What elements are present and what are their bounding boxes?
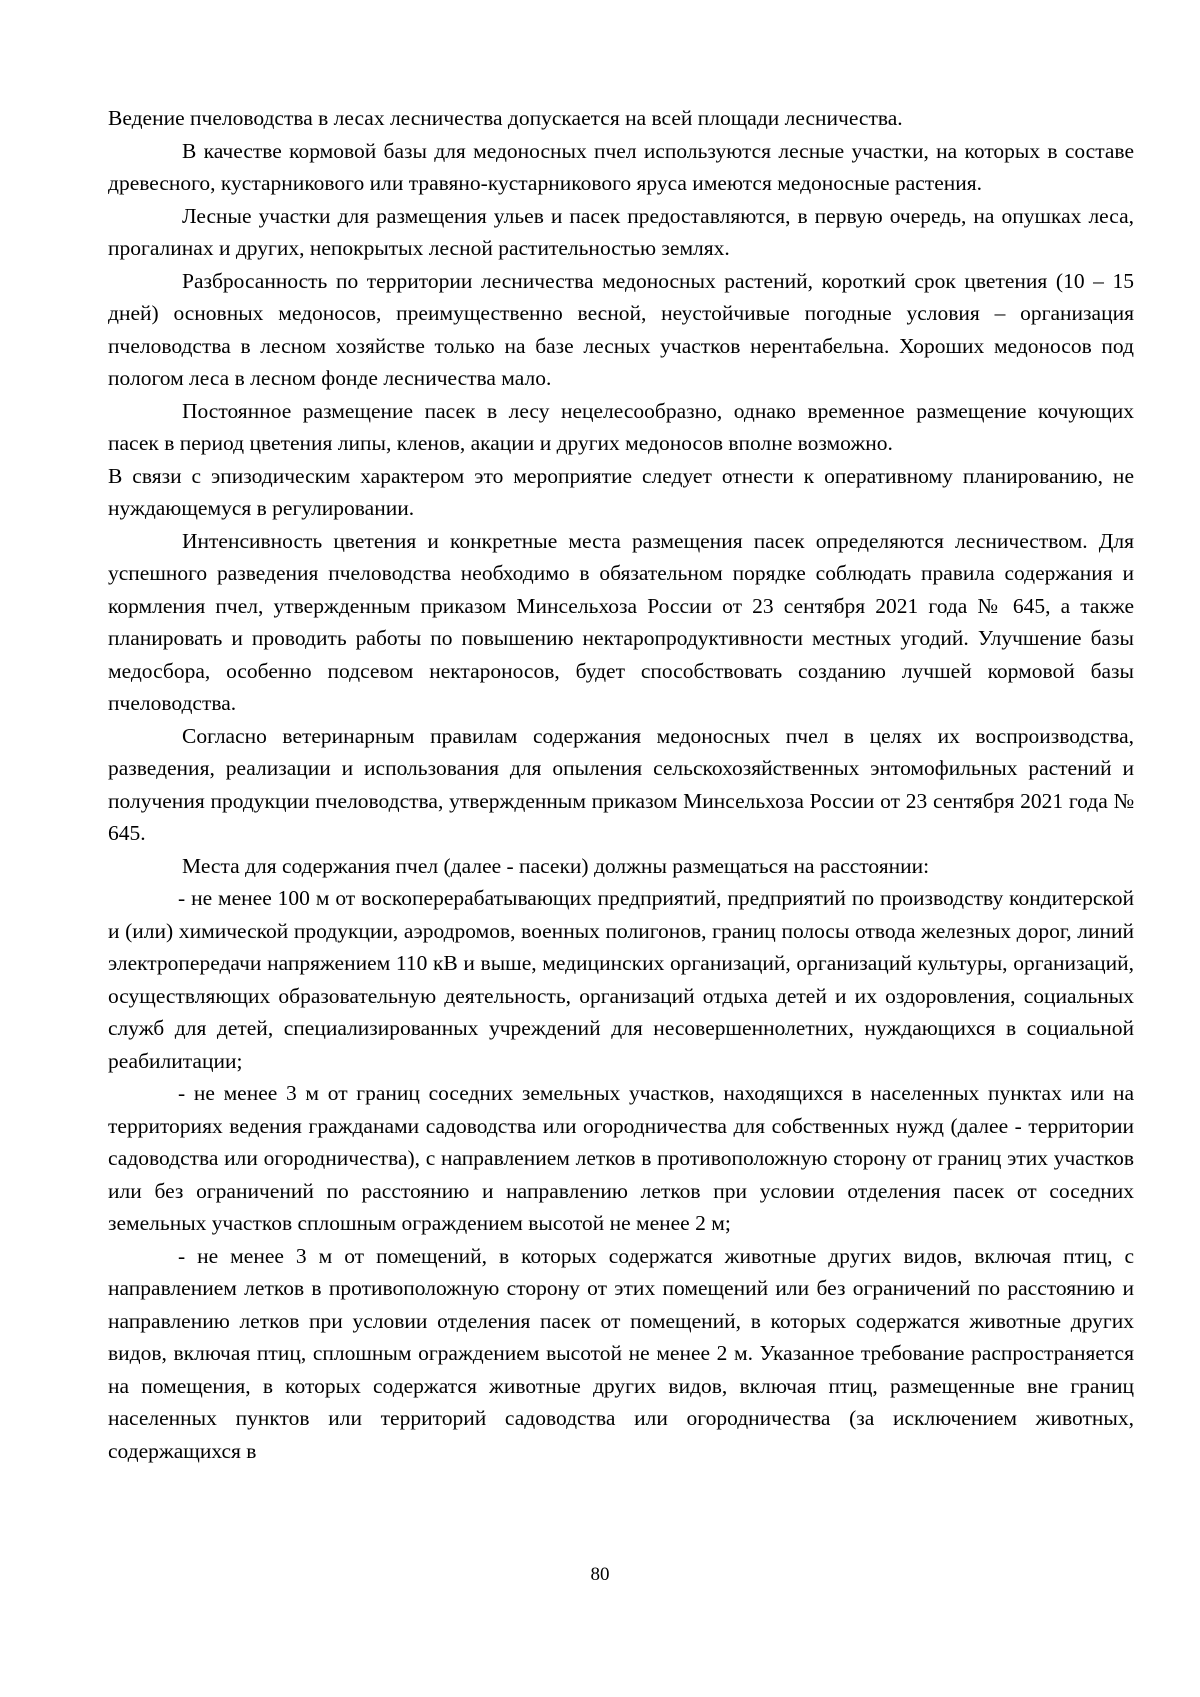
paragraph: Разбросанность по территории лесничества медоносных растений, короткий срок цветения (10 – 15 дней) основных медоносов, преимущественно весной, неустойчивые погодные условия – организация пчеловодства в лесном хозяйстве только на базе лесных участков нерентабельна. Хороших медоносов под пологом леса в лесном фонде лесничества мало. xyxy=(108,268,1134,390)
paragraph: В связи с эпизодическим характером это мероприятие следует отнести к оперативному планированию, не нуждающемуся в регулировании. xyxy=(108,463,1134,520)
paragraph: Согласно ветеринарным правилам содержания медоносных пчел в целях их воспроизводства, разведения, реализации и использования для опыления сельскохозяйственных энтомофильных растений и получения продукции пчеловодства, утвержденным приказом Минсельхоза России от 23 сентября 2021 года № 645. xyxy=(108,723,1134,845)
paragraph: - не менее 3 м от границ соседних земельных участков, находящихся в населенных пунктах или на территориях ведения гражданами садоводства или огородничества для собственных нужд (далее - территории садоводства или огородничества), с направлением летков в противоположную сторону от границ этих участков или без ограничений по расстоянию и направлению летков при условии отделения пасек от соседних земельных участков сплошным ограждением высотой не менее 2 м; xyxy=(108,1081,1134,1235)
paragraph: Места для содержания пчел (далее - пасеки) должны размещаться на расстоянии: xyxy=(182,853,930,878)
paragraph: В качестве кормовой базы для медоносных пчел используются лесные участки, на которых в составе древесного, кустарникового или травяно-кустарникового яруса имеются медоносные растения. xyxy=(108,138,1134,195)
document-body xyxy=(108,102,1134,1467)
paragraph: Интенсивность цветения и конкретные места размещения пасек определяются лесничеством. Для успешного разведения пчеловодства необходимо в обязательном порядке соблюдать правила содержания и кормления пчел, утвержденным приказом Минсельхоза России от 23 сентября 2021 года № 645, а также планировать и проводить работы по повышению нектаропродуктивности местных угодий. Улучшение базы медосбора, особенно подсевом нектароносов, будет способствовать созданию лучшей кормовой базы пчеловодства. xyxy=(108,528,1134,715)
paragraph: - не менее 3 м от помещений, в которых содержатся животные других видов, включая птиц, с направлением летков в противоположную сторону от этих помещений или без ограничений по расстоянию и направлению летков при условии отделения пасек от помещений, в которых содержатся животные других видов, включая птиц, сплошным ограждением высотой не менее 2 м. Указанное требование распространяется на помещения, в которых содержатся животные других видов, включая птиц, размещенные вне границ населенных пунктов или территорий садоводства или огородничества (за исключением животных, содержащихся в xyxy=(108,1243,1134,1463)
paragraph: - не менее 100 м от воскоперерабатывающих предприятий, предприятий по производству кондитерской и (или) химической продукции, аэродромов, военных полигонов, границ полосы отвода железных дорог, линий электропередачи напряжением 110 кВ и выше, медицинских организаций, организаций культуры, организаций, осуществляющих образовательную деятельность, организаций отдыха детей и их оздоровления, социальных служб для детей, специализированных учреждений для несовершеннолетних, нуждающихся в социальной реабилитации; xyxy=(108,886,1134,1073)
paragraph: Постоянное размещение пасек в лесу нецелесообразно, однако временное размещение кочующих пасек в период цветения липы, кленов, акации и других медоносов вполне возможно. xyxy=(108,398,1134,455)
paragraph: Лесные участки для размещения ульев и пасек предоставляются, в первую очередь, на опушках леса, прогалинах и других, непокрытых лесной растительностью землях. xyxy=(108,203,1134,260)
paragraph: Ведение пчеловодства в лесах лесничества допускается на всей площади лесничества. xyxy=(108,106,903,130)
page-number: 80 xyxy=(590,1564,610,1585)
